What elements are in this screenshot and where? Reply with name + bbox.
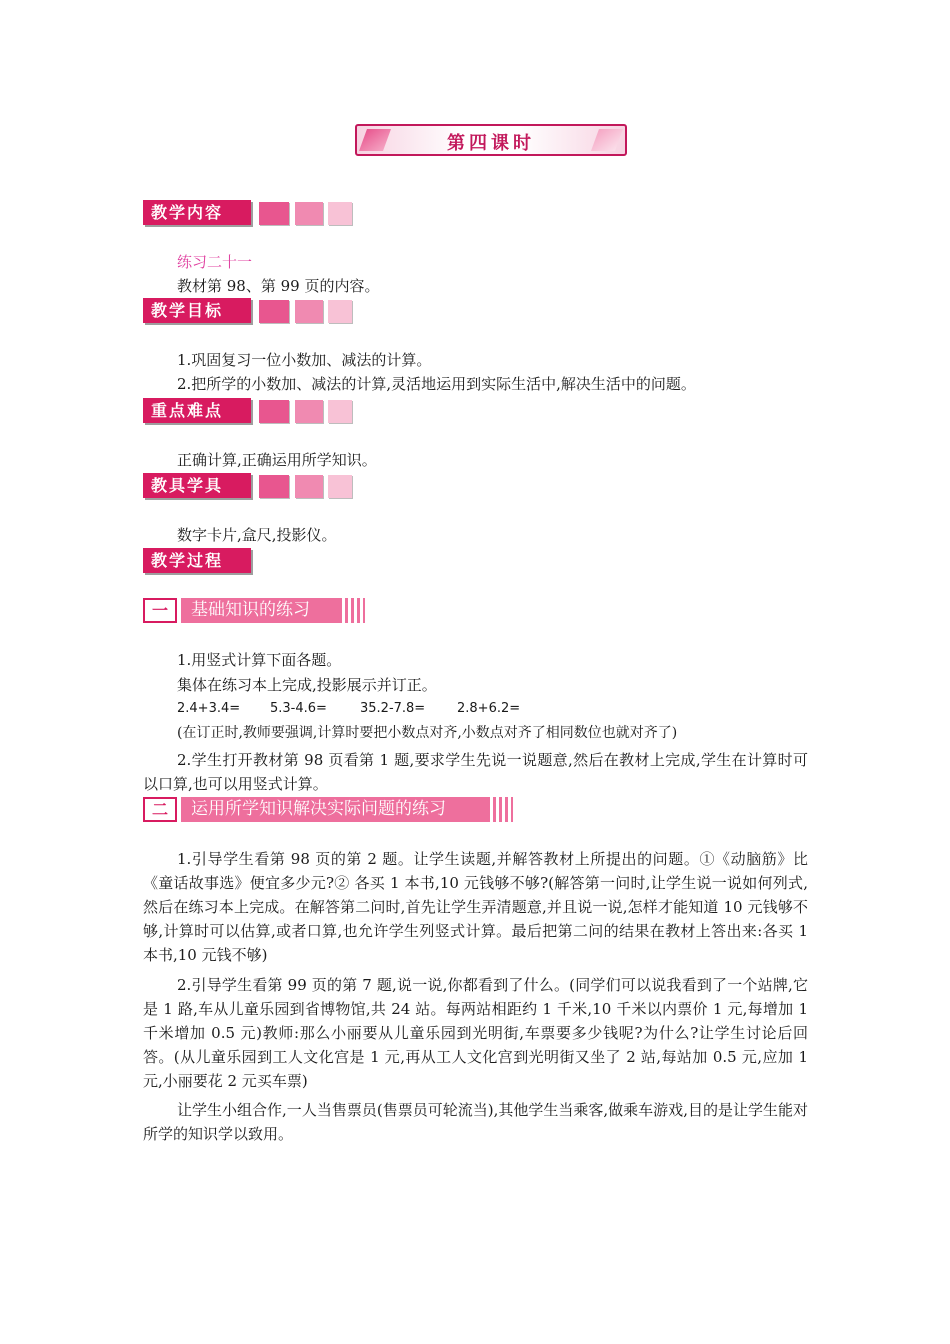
key-points-text: 正确计算,正确运用所学知识。 xyxy=(177,451,377,469)
part1-item2: 2.学生打开教材第 98 页看第 1 题,要求学生先说一说题意,然后在教材上完成,学生在计算时可以口算,也可以用竖式计算。 xyxy=(143,751,808,793)
part1-item1-note: 集体在练习本上完成,投影展示并订正。 xyxy=(177,676,437,694)
calc-expression: 35.2-7.8= xyxy=(360,701,426,716)
bar-stripes xyxy=(487,797,513,822)
section-label: 教学内容 xyxy=(143,200,251,225)
exercise-title: 练习二十一 xyxy=(177,253,253,271)
part2-item1: 1.引导学生看第 98 页的第 2 题。让学生读题,并解答教材上所提出的问题。①《动脑筋》比《童话故事选》便宜多少元?② 各买 1 本书,10 元钱够不够?(解答第一问时,让学生说一说如何列式,然后在练习本上完成。在解答第二问时,首先让学生弄清题意,并且说一说,怎样才能知道 10 元钱够不够,计算时可以估算,或者口算,也允许学生列竖式计算。最后把第二问的结果在教材上答出来:各买 1 本书,10 元钱不够) xyxy=(143,850,808,964)
subsection-title: 基础知识的练习 xyxy=(181,598,351,623)
part1-item1: 1.用竖式计算下面各题。 xyxy=(177,651,342,669)
decor-square xyxy=(328,400,352,423)
decor-square xyxy=(259,475,289,498)
decor-square xyxy=(259,202,289,225)
section-label: 教具学具 xyxy=(143,473,251,498)
goal-item: 2.把所学的小数加、减法的计算,灵活地运用到实际生活中,解决生活中的问题。 xyxy=(177,375,696,393)
decor-square xyxy=(295,400,323,423)
decor-square xyxy=(259,300,289,323)
decor-square xyxy=(259,400,289,423)
section-label: 教学目标 xyxy=(143,298,251,323)
bar-stripes xyxy=(339,598,365,623)
section-label: 重点难点 xyxy=(143,398,251,423)
decor-square xyxy=(328,202,352,225)
decor-square xyxy=(328,300,352,323)
tools-text: 数字卡片,盒尺,投影仪。 xyxy=(177,526,337,544)
calc-expression: 5.3-4.6= xyxy=(270,701,327,716)
content-pages: 教材第 98、第 99 页的内容。 xyxy=(177,277,380,295)
subsection-number: 二 xyxy=(143,797,177,822)
decor-square xyxy=(295,300,323,323)
calc-expression: 2.8+6.2= xyxy=(457,701,521,716)
part2-item2: 2.引导学生看第 99 页的第 7 题,说一说,你都看到了什么。(同学们可以说我看到了一个站牌,它是 1 路,车从儿童乐园到省博物馆,共 24 站。每两站相距约 1 千米,10 千米以内票价 1 元,每增加 1 千米增加 0.5 元)教师:那么小丽要从儿童乐园到光明街,车票要多少钱呢?为什么?让学生讨论后回答。(从儿童乐园到工人文化宫是 1 元,再从工人文化宫到光明街又坐了 2 站,每站加 0.5 元,应加 1 元,小丽要花 2 元买车票) xyxy=(143,976,808,1090)
subsection-number: 一 xyxy=(143,598,177,623)
decor-square xyxy=(295,475,323,498)
lesson-title: 第四课时 xyxy=(447,133,535,154)
calc-expression: 2.4+3.4= xyxy=(177,701,241,716)
section-label: 教学过程 xyxy=(143,548,251,573)
part2-item3: 让学生小组合作,一人当售票员(售票员可轮流当),其他学生当乘客,做乘车游戏,目的是让学生能对所学的知识学以致用。 xyxy=(143,1101,808,1143)
subsection-title: 运用所学知识解决实际问题的练习 xyxy=(181,797,499,822)
goal-item: 1.巩固复习一位小数加、减法的计算。 xyxy=(177,351,432,369)
part1-remark: (在订正时,教师要强调,计算时要把小数点对齐,小数点对齐了相同数位也就对齐了) xyxy=(177,725,678,741)
decor-square xyxy=(328,475,352,498)
lesson-title-banner xyxy=(355,124,627,156)
decor-square xyxy=(295,202,323,225)
